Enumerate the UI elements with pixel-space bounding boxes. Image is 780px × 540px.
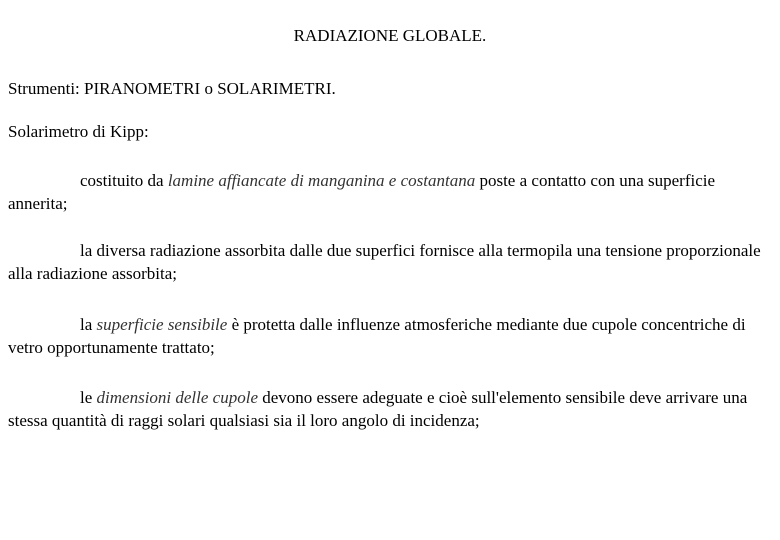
instruments-prefix: Strumenti: bbox=[8, 79, 85, 98]
instruments-suffix: . bbox=[331, 79, 336, 98]
paragraph-text: le bbox=[80, 388, 97, 407]
paragraph-protection bbox=[8, 313, 776, 359]
page-title: RADIAZIONE GLOBALE. bbox=[293, 26, 487, 45]
instruments-line bbox=[8, 77, 336, 100]
paragraph-emphasis: dimensioni delle cupole bbox=[96, 388, 258, 407]
paragraph-domes bbox=[8, 386, 776, 432]
paragraph-text: la diversa radiazione assorbita dalle due superfici fornisce alla termopila una tensione proporzionale alla radiazione assorbita; bbox=[8, 241, 761, 283]
paragraph-text: devono essere adeguate e cioè sull'elemento sensibile deve arrivare una stessa quantità di raggi solari qualsiasi sia il loro angolo di incidenza; bbox=[8, 388, 748, 430]
paragraph-text: costituito da bbox=[80, 171, 168, 190]
paragraph-text: la bbox=[80, 315, 97, 334]
subtitle: Solarimetro di Kipp: bbox=[8, 122, 149, 141]
instruments-value: PIRANOMETRI o SOLARIMETRI bbox=[84, 79, 332, 98]
paragraph-text: poste a contatto con una superficie annerita; bbox=[8, 171, 716, 213]
paragraph-emphasis: lamine affiancate di manganina e costantana bbox=[167, 171, 476, 190]
paragraph-text: è protetta dalle influenze atmosferiche mediante due cupole concentriche di vetro opportunamente trattato; bbox=[8, 315, 746, 357]
paragraph-thermopile bbox=[8, 239, 776, 285]
paragraph-composition bbox=[8, 169, 776, 215]
paragraph-emphasis: superficie sensibile bbox=[96, 315, 228, 334]
